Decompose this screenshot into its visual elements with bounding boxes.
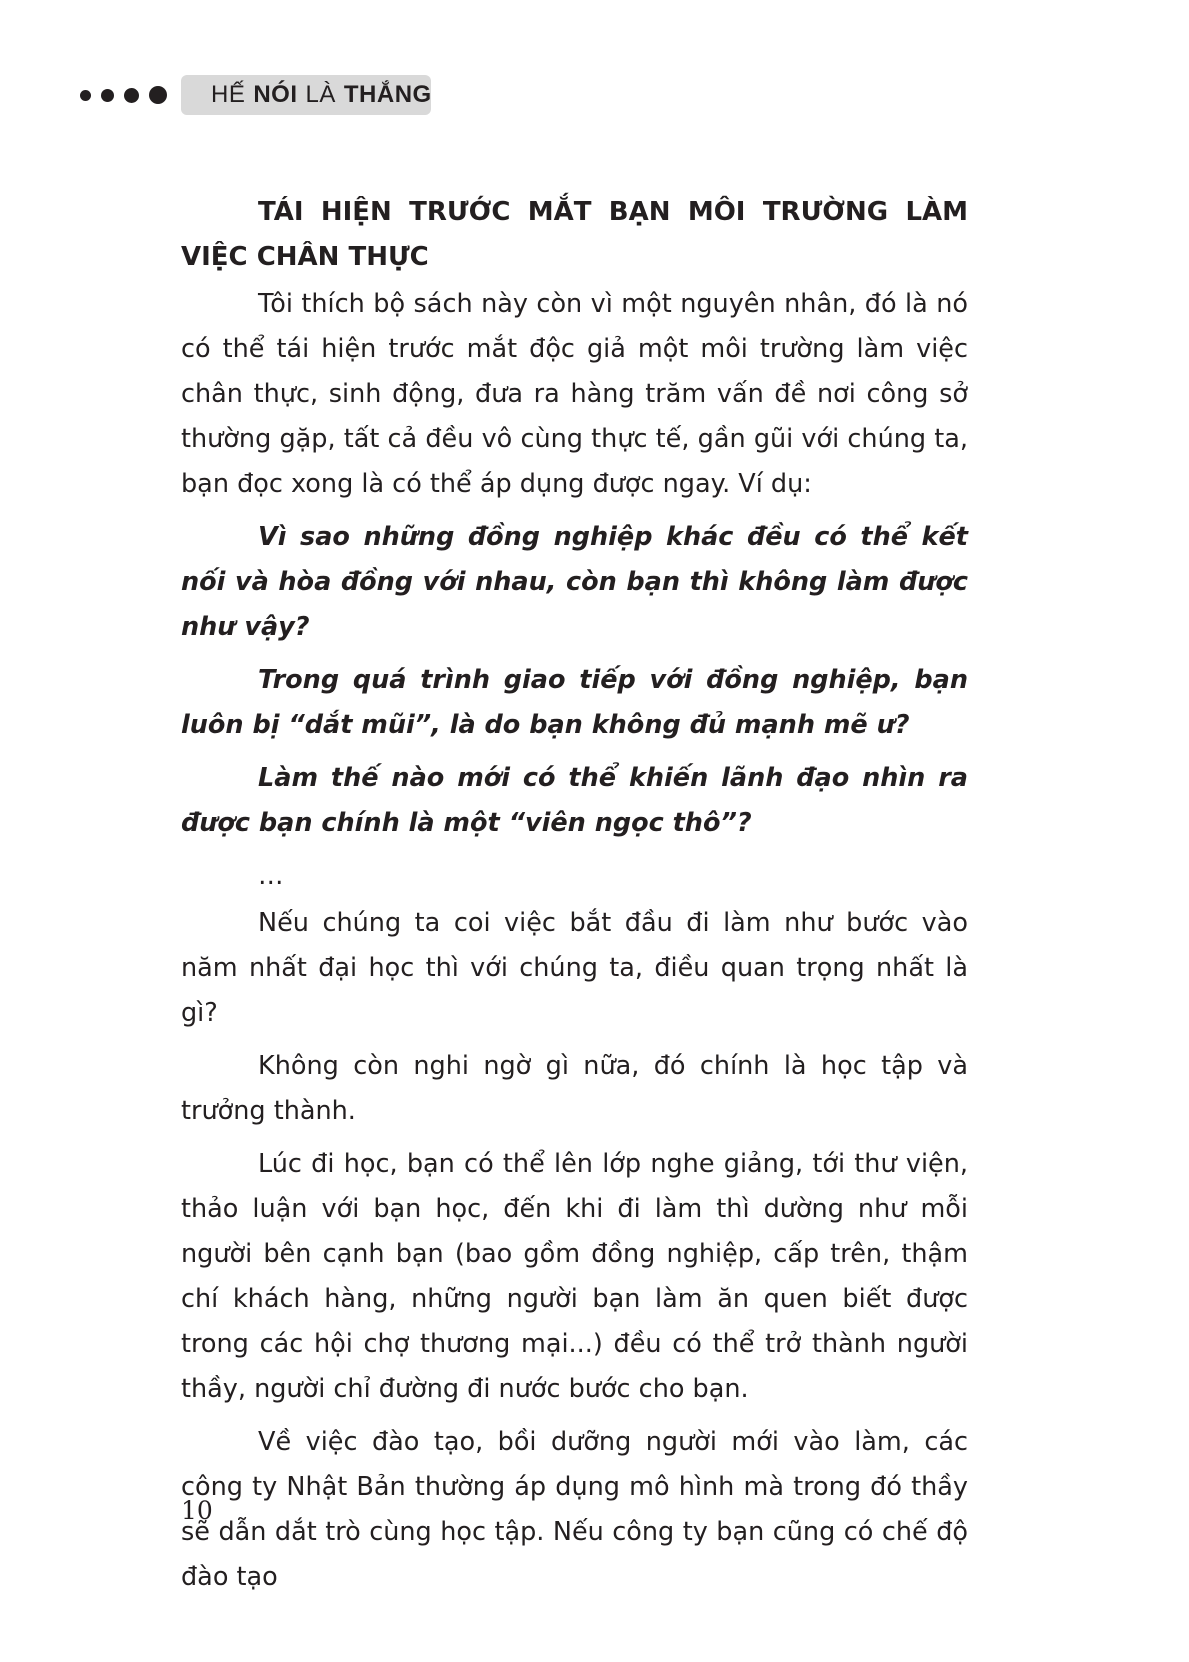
header-dots <box>80 86 167 104</box>
page-number: 10 <box>181 1496 213 1525</box>
series-title-box <box>181 75 431 115</box>
body-paragraph: Về việc đào tạo, bồi dưỡng người mới vào làm, các công ty Nhật Bản thường áp dụng mô hình mà trong đó thầy sẽ dẫn dắt trò cùng học tập. Nếu công ty bạn cũng có chế độ đào tạo <box>181 1427 968 1592</box>
series-title-word: LÀ <box>305 81 336 108</box>
dot-icon <box>124 88 139 103</box>
ellipsis: … <box>258 861 284 891</box>
dot-icon <box>101 89 114 102</box>
body-paragraph: Không còn nghi ngờ gì nữa, đó chính là học tập và trưởng thành. <box>181 1051 968 1126</box>
series-title-word: NÓI <box>253 81 298 108</box>
running-header <box>80 74 431 116</box>
body-paragraph: Tôi thích bộ sách này còn vì một nguyên nhân, đó là nó có thể tái hiện trước mắt độc giả một môi trường làm việc chân thực, sinh động, đưa ra hàng trăm vấn đề nơi công sở thường gặp, tất cả đều vô cùng thực tế, gần gũi với chúng ta, bạn đọc xong là có thể áp dụng được ngay. Ví dụ: <box>181 289 968 499</box>
example-question: Vì sao những đồng nghiệp khác đều có thể kết nối và hòa đồng với nhau, còn bạn thì không làm được như vậy? <box>181 522 968 642</box>
section-heading: TÁI HIỆN TRƯỚC MẮT BẠN MÔI TRƯỜNG LÀM VIỆC CHÂN THỰC <box>181 197 968 272</box>
page-body <box>181 190 968 1608</box>
dot-icon <box>80 90 91 101</box>
dot-icon <box>149 86 167 104</box>
series-title-word: THẮNG <box>343 81 432 108</box>
example-question: Trong quá trình giao tiếp với đồng nghiệp, bạn luôn bị “dắt mũi”, là do bạn không đủ mạnh mẽ ư? <box>181 665 968 740</box>
series-title-word: HẾ <box>211 81 246 108</box>
body-paragraph: Nếu chúng ta coi việc bắt đầu đi làm như bước vào năm nhất đại học thì với chúng ta, điều quan trọng nhất là gì? <box>181 908 968 1028</box>
example-question: Làm thế nào mới có thể khiến lãnh đạo nhìn ra được bạn chính là một “viên ngọc thô”? <box>181 763 968 838</box>
body-paragraph: Lúc đi học, bạn có thể lên lớp nghe giảng, tới thư viện, thảo luận với bạn học, đến khi đi làm thì dường như mỗi người bên cạnh bạn (bao gồm đồng nghiệp, cấp trên, thậm chí khách hàng, những người bạn làm ăn quen biết được trong các hội chợ thương mại...) đều có thể trở thành người thầy, người chỉ đường đi nước bước cho bạn. <box>181 1149 968 1404</box>
